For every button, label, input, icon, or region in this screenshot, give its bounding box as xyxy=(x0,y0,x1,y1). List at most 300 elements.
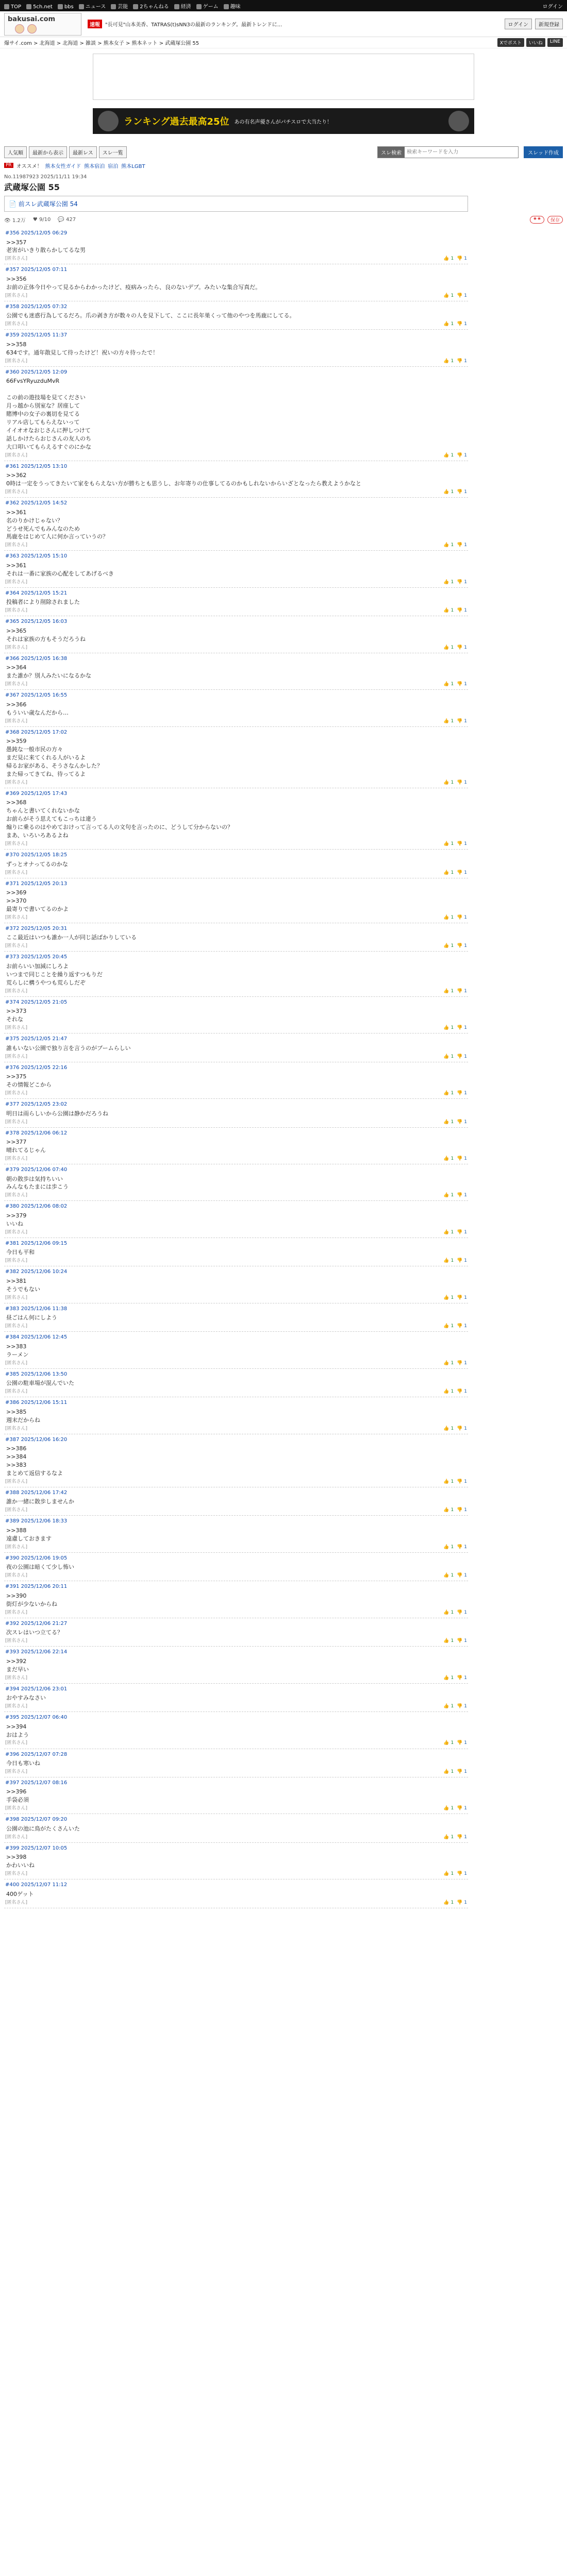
new-thread-button[interactable]: スレッド作成 xyxy=(524,146,563,158)
thumbs-down-icon[interactable]: 👎 1 xyxy=(457,321,467,327)
thumbs-up-icon[interactable]: 👍 1 xyxy=(443,579,454,585)
poster-name: [匿名さん] xyxy=(5,321,28,327)
topbar-items[interactable] xyxy=(4,2,246,10)
post-header[interactable]: #375 2025/12/05 21:47 xyxy=(5,1036,68,1042)
reaction-buttons xyxy=(443,1805,467,1812)
prev-thread-text[interactable]: 前スレ武蔵塚公園 54 xyxy=(18,200,78,208)
thumbs-down-icon[interactable]: 👎 1 xyxy=(457,682,467,687)
post-header[interactable]: #376 2025/12/05 22:16 xyxy=(5,1064,68,1071)
post-header[interactable]: #379 2025/12/06 07:40 xyxy=(5,1167,68,1173)
post-header[interactable]: #394 2025/12/06 23:01 xyxy=(5,1686,68,1692)
thumbs-up-icon[interactable]: 👍 1 xyxy=(443,1609,454,1615)
post-item xyxy=(4,1553,468,1581)
thumbs-down-icon[interactable]: 👎 1 xyxy=(457,779,467,785)
thumbs-down-icon[interactable]: 👎 1 xyxy=(457,543,467,548)
post-header[interactable]: #371 2025/12/05 20:13 xyxy=(5,880,68,887)
post-header[interactable]: #368 2025/12/05 17:02 xyxy=(5,729,68,735)
post-body: >>365 それは家族の方もそうだろうね xyxy=(6,627,86,642)
thumbs-up-icon[interactable]: 👍 1 xyxy=(443,1295,454,1300)
post-body: >>369 >>370 最寄りで書いてるのかよ xyxy=(6,889,69,912)
post-header[interactable]: #366 2025/12/05 16:38 xyxy=(5,655,68,662)
thumbs-down-icon[interactable]: 👎 1 xyxy=(457,1573,467,1579)
post-header[interactable]: #369 2025/12/05 17:43 xyxy=(5,790,68,796)
post-body: >>373 それな xyxy=(6,1008,27,1023)
thread-header xyxy=(0,170,567,193)
poster-name: [匿名さん] xyxy=(5,293,28,298)
post-header[interactable]: #361 2025/12/05 13:10 xyxy=(5,463,68,469)
thumbs-up-icon[interactable]: 👍 1 xyxy=(443,1156,454,1161)
thumbs-up-icon[interactable]: 👍 1 xyxy=(443,321,454,327)
poster-name: [匿名さん] xyxy=(5,1025,28,1031)
poster-name: [匿名さん] xyxy=(5,452,28,458)
post-body: >>358 634です。通年散見して待ったけど！祝いの方々待ったで！ xyxy=(6,341,159,356)
ad-banner-top[interactable] xyxy=(93,54,474,100)
share-line-button[interactable]: LINE xyxy=(547,38,563,47)
post-header[interactable]: #398 2025/12/07 09:20 xyxy=(5,1817,68,1823)
thumbs-down-icon[interactable]: 👎 1 xyxy=(457,1900,467,1905)
previous-thread-link[interactable] xyxy=(4,196,468,212)
reaction-buttons xyxy=(443,1388,467,1395)
share-like-button[interactable]: いいね xyxy=(526,38,545,47)
thumbs-down-icon[interactable]: 👎 1 xyxy=(457,293,467,298)
reaction-buttons xyxy=(443,1360,467,1367)
thumbs-up-icon[interactable]: 👍 1 xyxy=(443,1193,454,1198)
post-item xyxy=(4,1201,468,1238)
post-item xyxy=(4,690,468,726)
topbar-item[interactable]: 趣味 xyxy=(224,4,241,10)
poster-name: [匿名さん] xyxy=(5,1740,28,1746)
post-body: 昼ごはん何にしよう xyxy=(6,1314,57,1321)
reaction-buttons xyxy=(443,1871,467,1877)
reaction-buttons xyxy=(443,1229,467,1236)
reaction-buttons xyxy=(443,1572,467,1579)
post-header[interactable]: #380 2025/12/06 08:02 xyxy=(5,1204,68,1210)
breadcrumb[interactable]: 爆サイ.com > 北海道 > 北海道 > 雑談 > 熊本女子 > 熊本ネット > 武蔵塚公園 55 xyxy=(4,41,199,46)
topbar-item[interactable]: ニュース xyxy=(79,4,106,10)
thumbs-up-icon[interactable]: 👍 1 xyxy=(443,1479,454,1484)
post-body: >>357 老害がいきり散らかしてるな男 xyxy=(6,239,86,254)
thumbs-down-icon[interactable]: 👎 1 xyxy=(457,256,467,262)
poster-name: [匿名さん] xyxy=(5,1360,28,1366)
post-body: >>377 晴れてるじゃん xyxy=(6,1139,46,1154)
tab-thread-list[interactable]: スレ一覧 xyxy=(99,146,127,158)
thumbs-up-icon[interactable]: 👍 1 xyxy=(443,1900,454,1905)
post-item xyxy=(4,997,468,1033)
site-icon xyxy=(26,4,31,9)
thread-meta xyxy=(4,216,563,224)
poster-name: [匿名さん] xyxy=(5,914,28,920)
thumbs-up-icon[interactable]: 👍 1 xyxy=(443,1507,454,1513)
post-body: >>361 それは一番に家族の心配をしてあげるべき xyxy=(6,562,114,577)
post-header[interactable]: #381 2025/12/06 09:15 xyxy=(5,1240,68,1246)
post-list xyxy=(4,228,468,1908)
post-header[interactable]: #383 2025/12/06 11:38 xyxy=(5,1306,68,1312)
thumbs-down-icon[interactable]: 👎 1 xyxy=(457,452,467,458)
poster-name: [匿名さん] xyxy=(5,841,28,847)
thumbs-up-icon[interactable]: 👍 1 xyxy=(443,1675,454,1681)
poster-name: [匿名さん] xyxy=(5,645,28,650)
logo-text: bakusai.com xyxy=(8,15,56,23)
thumbs-down-icon[interactable]: 👎 1 xyxy=(457,1156,467,1161)
post-header[interactable]: #358 2025/12/05 07:32 xyxy=(5,303,68,310)
thumbs-up-icon[interactable]: 👍 1 xyxy=(443,608,454,614)
tab-latest-res[interactable]: 最新レス xyxy=(69,146,97,158)
post-header[interactable]: #396 2025/12/07 07:28 xyxy=(5,1751,68,1757)
thumbs-up-icon[interactable]: 👍 1 xyxy=(443,1025,454,1031)
thumbs-up-icon[interactable]: 👍 1 xyxy=(443,988,454,994)
post-body: >>375 その情報どこから xyxy=(6,1073,52,1089)
thumbs-down-icon[interactable]: 👎 1 xyxy=(457,1324,467,1329)
topbar-item[interactable]: ゲーム xyxy=(196,4,219,10)
post-item xyxy=(4,588,468,616)
topbar-item[interactable]: 2ちゃんねる xyxy=(133,4,169,10)
post-body: >>390 街灯が少ないからね xyxy=(6,1592,57,1607)
thumbs-up-icon[interactable]: 👍 1 xyxy=(443,489,454,495)
post-header[interactable]: #395 2025/12/07 06:40 xyxy=(5,1715,68,1721)
topbar-item[interactable]: bbs xyxy=(58,4,74,10)
site-icon xyxy=(196,4,202,9)
post-header[interactable]: #362 2025/12/05 14:52 xyxy=(5,500,68,506)
reaction-buttons xyxy=(443,1544,467,1551)
reaction-buttons xyxy=(443,1479,467,1485)
reaction-buttons xyxy=(443,645,467,651)
poster-name: [匿名さん] xyxy=(5,1638,28,1644)
thumbs-down-icon[interactable]: 👎 1 xyxy=(457,1295,467,1300)
post-header[interactable]: #365 2025/12/05 16:03 xyxy=(5,619,68,625)
post-header[interactable]: #386 2025/12/06 15:11 xyxy=(5,1400,68,1406)
post-body: >>398 かわいいね xyxy=(6,1854,35,1869)
post-header[interactable]: #389 2025/12/06 18:33 xyxy=(5,1518,68,1524)
thumbs-up-icon[interactable]: 👍 1 xyxy=(443,256,454,262)
post-item xyxy=(4,923,468,952)
post-header[interactable]: #367 2025/12/05 16:55 xyxy=(5,692,68,699)
thumbs-down-icon[interactable]: 👎 1 xyxy=(457,718,467,724)
reaction-buttons xyxy=(443,358,467,365)
thumbs-up-icon[interactable]: 👍 1 xyxy=(443,914,454,920)
poster-name: [匿名さん] xyxy=(5,256,28,262)
poster-name: [匿名さん] xyxy=(5,1258,28,1264)
search-label: スレ検索 xyxy=(378,147,405,158)
thumbs-up-icon[interactable]: 👍 1 xyxy=(443,1834,454,1840)
thumbs-down-icon[interactable]: 👎 1 xyxy=(457,841,467,847)
post-body: 400ゲット xyxy=(6,1890,34,1897)
post-item xyxy=(4,1369,468,1397)
thumbs-up-icon[interactable]: 👍 1 xyxy=(443,1054,454,1059)
poster-name: [匿名さん] xyxy=(5,1479,28,1484)
poster-name: [匿名さん] xyxy=(5,1324,28,1329)
thumbs-up-icon[interactable]: 👍 1 xyxy=(443,1544,454,1550)
thumbs-up-icon[interactable]: 👍 1 xyxy=(443,1091,454,1096)
poster-name: [匿名さん] xyxy=(5,1544,28,1550)
post-header[interactable]: #372 2025/12/05 20:31 xyxy=(5,925,68,931)
thumbs-up-icon[interactable]: 👍 1 xyxy=(443,1258,454,1264)
poster-name: [匿名さん] xyxy=(5,1119,28,1125)
thumbs-up-icon[interactable]: 👍 1 xyxy=(443,1229,454,1235)
prev-thread-icon: 📄 xyxy=(9,200,19,208)
post-header[interactable]: #399 2025/12/07 10:05 xyxy=(5,1845,68,1851)
thumbs-up-icon[interactable]: 👍 1 xyxy=(443,682,454,687)
post-header[interactable]: #359 2025/12/05 11:37 xyxy=(5,332,68,338)
topbar-item[interactable]: TOP xyxy=(4,4,21,10)
post-item xyxy=(4,727,468,788)
thumbs-down-icon[interactable]: 👎 1 xyxy=(457,1834,467,1840)
post-header[interactable]: #384 2025/12/06 12:45 xyxy=(5,1334,68,1341)
thumbs-up-icon[interactable]: 👍 1 xyxy=(443,1573,454,1579)
poster-name: [匿名さん] xyxy=(5,1573,28,1579)
post-item xyxy=(4,1712,468,1749)
reaction-buttons xyxy=(443,681,467,688)
thumbs-down-icon[interactable]: 👎 1 xyxy=(457,1609,467,1615)
reaction-buttons xyxy=(443,1090,467,1097)
thumbs-up-icon[interactable]: 👍 1 xyxy=(443,841,454,847)
post-body: 公園の駐車場が混んでいた xyxy=(6,1380,74,1387)
post-header[interactable]: #373 2025/12/05 20:45 xyxy=(5,954,68,960)
reaction-buttons xyxy=(443,1258,467,1264)
favorite-button[interactable]: ★★ xyxy=(530,216,544,224)
topbar-login[interactable]: ログイン xyxy=(542,4,563,10)
thumbs-up-icon[interactable]: 👍 1 xyxy=(443,293,454,298)
ad-subtitle: あの有名声優さんがパチスロで大当たり！ xyxy=(234,119,332,125)
post-item xyxy=(4,1777,468,1814)
thumbs-up-icon[interactable]: 👍 1 xyxy=(443,1389,454,1395)
post-item xyxy=(4,1164,468,1201)
thumbs-down-icon[interactable]: 👎 1 xyxy=(457,1258,467,1264)
poster-name: [匿名さん] xyxy=(5,1900,28,1905)
thumbs-down-icon[interactable]: 👎 1 xyxy=(457,579,467,585)
thumbs-up-icon[interactable]: 👍 1 xyxy=(443,1704,454,1709)
sponsor-link[interactable]: 熊本女性ガイド xyxy=(45,163,81,170)
post-body: >>394 おはよう xyxy=(6,1723,29,1738)
thumbs-down-icon[interactable]: 👎 1 xyxy=(457,1871,467,1877)
post-header[interactable]: #385 2025/12/06 13:50 xyxy=(5,1371,68,1377)
thumbs-down-icon[interactable]: 👎 1 xyxy=(457,1638,467,1644)
sponsor-link[interactable]: 熊本宿泊 xyxy=(84,163,105,170)
thumbs-down-icon[interactable]: 👎 1 xyxy=(457,489,467,495)
post-item xyxy=(4,1434,468,1487)
poster-name: [匿名さん] xyxy=(5,779,28,785)
site-icon xyxy=(224,4,229,9)
post-body: 誰もいない公園で独り言を言うのがブームらしい xyxy=(6,1044,131,1052)
search-input[interactable] xyxy=(405,147,518,158)
thumbs-up-icon[interactable]: 👍 1 xyxy=(443,779,454,785)
register-button[interactable]: 新規登録 xyxy=(535,19,563,29)
post-body: >>356 お前の正体今日やって見るからわかったけど、疫病みったら、良のないデブ。みたいな集合写真だ。 xyxy=(6,275,261,291)
reaction-buttons xyxy=(443,1192,467,1199)
thumbs-down-icon[interactable]: 👎 1 xyxy=(457,1806,467,1811)
thumbs-up-icon[interactable]: 👍 1 xyxy=(443,358,454,364)
thumbs-up-icon[interactable]: 👍 1 xyxy=(443,1426,454,1431)
poster-name: [匿名さん] xyxy=(5,1054,28,1059)
post-header[interactable]: #400 2025/12/07 11:12 xyxy=(5,1882,68,1888)
post-item xyxy=(4,1843,468,1879)
reaction-buttons xyxy=(443,1609,467,1616)
thumbs-up-icon[interactable]: 👍 1 xyxy=(443,1769,454,1774)
thumbs-down-icon[interactable]: 👎 1 xyxy=(457,1675,467,1681)
post-header[interactable]: #388 2025/12/06 17:42 xyxy=(5,1489,68,1496)
reaction-buttons xyxy=(443,1703,467,1710)
sponsor-link[interactable]: 宿泊 xyxy=(108,163,119,170)
thumbs-down-icon[interactable]: 👎 1 xyxy=(457,914,467,920)
post-item xyxy=(4,1684,468,1712)
thumbs-down-icon[interactable]: 👎 1 xyxy=(457,1054,467,1059)
thumbs-down-icon[interactable]: 👎 1 xyxy=(457,1091,467,1096)
thumbs-down-icon[interactable]: 👎 1 xyxy=(457,1229,467,1235)
thumbs-down-icon[interactable]: 👎 1 xyxy=(457,870,467,875)
post-item xyxy=(4,788,468,850)
post-item xyxy=(4,850,468,878)
tab-popular[interactable]: 人気順 xyxy=(4,146,27,158)
post-header[interactable]: #378 2025/12/06 06:12 xyxy=(5,1130,68,1136)
post-header[interactable]: #356 2025/12/05 06:29 xyxy=(5,230,68,236)
thumbs-up-icon[interactable]: 👍 1 xyxy=(443,645,454,650)
thumbs-down-icon[interactable]: 👎 1 xyxy=(457,1507,467,1513)
site-icon xyxy=(111,4,116,9)
post-item xyxy=(4,1879,468,1908)
reaction-buttons xyxy=(443,579,467,586)
thumbs-down-icon[interactable]: 👎 1 xyxy=(457,1025,467,1031)
thumbs-up-icon[interactable]: 👍 1 xyxy=(443,1360,454,1366)
post-header[interactable]: #377 2025/12/05 23:02 xyxy=(5,1101,68,1108)
poster-name: [匿名さん] xyxy=(5,682,28,687)
reaction-buttons xyxy=(443,452,467,459)
post-header[interactable]: #382 2025/12/06 10:24 xyxy=(5,1269,68,1275)
poster-name: [匿名さん] xyxy=(5,943,28,949)
reaction-buttons xyxy=(443,779,467,786)
post-header[interactable]: #357 2025/12/05 07:11 xyxy=(5,267,68,273)
thumbs-down-icon[interactable]: 👎 1 xyxy=(457,1740,467,1746)
thumbs-up-icon[interactable]: 👍 1 xyxy=(443,943,454,949)
post-header[interactable]: #393 2025/12/06 22:14 xyxy=(5,1649,68,1655)
post-item xyxy=(4,1033,468,1062)
thumbs-down-icon[interactable]: 👎 1 xyxy=(457,1360,467,1366)
poster-name: [匿名さん] xyxy=(5,489,28,495)
thumbs-up-icon[interactable]: 👍 1 xyxy=(443,1638,454,1644)
login-button[interactable]: ログイン xyxy=(505,19,532,29)
post-body: 公園の池に鳥がたくさんいた xyxy=(6,1825,80,1832)
post-body: ここ最近はいつも誰か一人が同じ話ばかりしている xyxy=(6,934,137,941)
thumbs-down-icon[interactable]: 👎 1 xyxy=(457,1769,467,1774)
thumbs-up-icon[interactable]: 👍 1 xyxy=(443,1324,454,1329)
sponsor-link[interactable]: 熊本LGBT xyxy=(121,163,145,170)
thumbs-down-icon[interactable]: 👎 1 xyxy=(457,1544,467,1550)
post-item xyxy=(4,264,468,301)
pr-badge: PR xyxy=(4,163,13,168)
thumbs-down-icon[interactable]: 👎 1 xyxy=(457,645,467,650)
post-item xyxy=(4,1266,468,1303)
post-item xyxy=(4,461,468,498)
share-x-button[interactable]: Xでポスト xyxy=(497,38,524,47)
topbar-item[interactable]: 芸能 xyxy=(111,4,128,10)
thumbs-down-icon[interactable]: 👎 1 xyxy=(457,358,467,364)
reaction-buttons xyxy=(443,293,467,299)
reaction-buttons xyxy=(443,914,467,921)
topbar-item[interactable]: 経済 xyxy=(174,4,191,10)
site-header xyxy=(0,11,567,37)
poster-name: [匿名さん] xyxy=(5,718,28,724)
poster-name: [匿名さん] xyxy=(5,608,28,614)
thumbs-down-icon[interactable]: 👎 1 xyxy=(457,608,467,614)
post-header[interactable]: #391 2025/12/06 20:11 xyxy=(5,1584,68,1590)
site-logo[interactable] xyxy=(4,13,81,36)
thumbs-down-icon[interactable]: 👎 1 xyxy=(457,1193,467,1198)
post-header[interactable]: #363 2025/12/05 15:10 xyxy=(5,553,68,560)
poster-name: [匿名さん] xyxy=(5,1675,28,1681)
thumbs-down-icon[interactable]: 👎 1 xyxy=(457,1389,467,1395)
post-header[interactable]: #364 2025/12/05 15:21 xyxy=(5,590,68,596)
post-body: >>368 ちゃんと書いてくれないかな お前らがそう思えてもこっちは違う 煽りに乗るのはやめておけって言ってる人の文句を言ったのに、どうして分からないの？ まあ、いろいろあるよね xyxy=(6,799,233,839)
save-button[interactable]: 保存 xyxy=(547,216,563,224)
post-item xyxy=(4,301,468,330)
top-nav-bar xyxy=(0,0,567,11)
post-item xyxy=(4,653,468,690)
site-icon xyxy=(58,4,63,9)
thumbs-down-icon[interactable]: 👎 1 xyxy=(457,943,467,949)
ad-banner-ranking[interactable] xyxy=(93,108,474,134)
reaction-buttons xyxy=(443,321,467,328)
thumbs-up-icon[interactable]: 👍 1 xyxy=(443,1871,454,1877)
post-body: 今日も平和 xyxy=(6,1249,35,1256)
post-body: ずっとオナってるのかな xyxy=(6,860,68,868)
post-body: >>366 もういい歳なんだから… xyxy=(6,701,69,716)
thumbs-up-icon[interactable]: 👍 1 xyxy=(443,870,454,875)
post-header[interactable]: #390 2025/12/06 19:05 xyxy=(5,1555,68,1561)
post-header[interactable]: #374 2025/12/05 21:05 xyxy=(5,999,68,1005)
post-item xyxy=(4,1128,468,1164)
reaction-buttons xyxy=(443,1900,467,1906)
poster-name: [匿名さん] xyxy=(5,1389,28,1395)
post-header[interactable]: #397 2025/12/07 08:16 xyxy=(5,1780,68,1786)
poster-name: [匿名さん] xyxy=(5,579,28,585)
poster-name: [匿名さん] xyxy=(5,1769,28,1774)
thumbs-down-icon[interactable]: 👎 1 xyxy=(457,1479,467,1484)
likes-count: ♥ 9/10 xyxy=(32,217,51,223)
post-item xyxy=(4,1749,468,1777)
thumbs-up-icon[interactable]: 👍 1 xyxy=(443,718,454,724)
news-text[interactable]: "長可見"山本美香、TATRAS(t)sNN3の最新のランキング。最新トレンドに... xyxy=(105,22,282,28)
sponsor-label: オススメ！ xyxy=(16,163,42,170)
news-ticker[interactable] xyxy=(88,19,498,29)
reaction-buttons xyxy=(443,1507,467,1514)
reaction-buttons xyxy=(443,870,467,876)
thumbs-down-icon[interactable]: 👎 1 xyxy=(457,1119,467,1125)
poster-name: [匿名さん] xyxy=(5,1295,28,1300)
thumbs-up-icon[interactable]: 👍 1 xyxy=(443,452,454,458)
reaction-buttons xyxy=(443,1638,467,1645)
thumbs-down-icon[interactable]: 👎 1 xyxy=(457,988,467,994)
thumbs-up-icon[interactable]: 👍 1 xyxy=(443,1119,454,1125)
post-body: >>396 手袋必須 xyxy=(6,1788,29,1804)
thumbs-down-icon[interactable]: 👎 1 xyxy=(457,1704,467,1709)
topbar-item[interactable]: 5ch.net xyxy=(26,4,53,10)
post-header[interactable]: #392 2025/12/06 21:27 xyxy=(5,1620,68,1626)
post-header[interactable]: #387 2025/12/06 16:20 xyxy=(5,1436,68,1443)
post-body: >>383 ラーメン xyxy=(6,1343,29,1358)
sponsor-links xyxy=(0,161,567,170)
thumbs-up-icon[interactable]: 👍 1 xyxy=(443,1806,454,1811)
post-header[interactable]: #360 2025/12/05 12:09 xyxy=(5,369,68,375)
post-header[interactable]: #370 2025/12/05 18:25 xyxy=(5,852,68,858)
thumbs-up-icon[interactable]: 👍 1 xyxy=(443,1740,454,1746)
tab-from-latest[interactable]: 最新から表示 xyxy=(29,146,67,158)
thumbs-up-icon[interactable]: 👍 1 xyxy=(443,543,454,548)
post-body: 66FvsYRyuzduMvR この前の遊技場を見てください 月っ越から別室な？居座して 賭博中の女子の裏切を見てる リアル店してもらえないって イイオオなおじさんに押しつけて 話しかけたらおじさんの友人のち 大口叩いてもらえるすぐのにかな xyxy=(6,378,91,450)
thumbs-down-icon[interactable]: 👎 1 xyxy=(457,1426,467,1431)
post-item xyxy=(4,1647,468,1683)
post-item xyxy=(4,1516,468,1552)
post-body: >>359 愚鈍な一般市民の方々 まだ見に来てくれる人がいるよ 帰るお家がある、そうさなんかした？ また帰ってきてね、待ってるよ xyxy=(6,738,103,777)
post-item xyxy=(4,367,468,461)
reaction-buttons xyxy=(443,943,467,950)
